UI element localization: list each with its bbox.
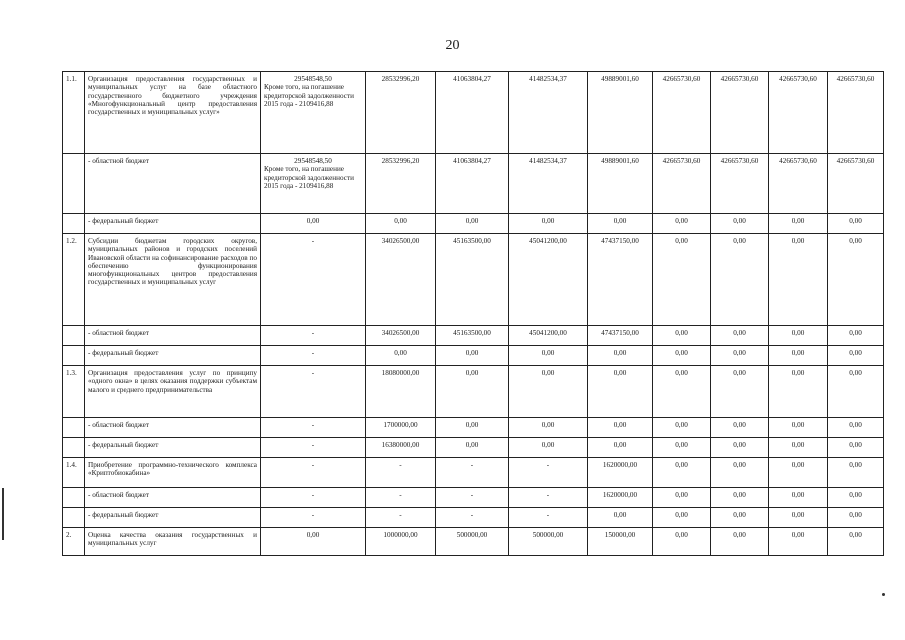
- value-cell: 0,00: [588, 438, 653, 458]
- year-1-cell: [261, 488, 366, 508]
- value-cell: 42665730,60: [653, 72, 711, 154]
- row-name: - областной бюджет: [85, 154, 261, 214]
- value-cell: 0,00: [711, 508, 769, 528]
- table-row: [63, 528, 884, 556]
- table-row: [63, 154, 884, 214]
- value-cell: 0,00: [436, 366, 509, 418]
- value-cell: -: [509, 458, 588, 488]
- value-cell: 0,00: [509, 214, 588, 234]
- value-cell: 500000,00: [509, 528, 588, 556]
- value-cell: 0,00: [828, 366, 884, 418]
- scan-margin-mark: [2, 488, 4, 540]
- row-name: Приобретение программно-технического комплекса «Криптобиокабина»: [85, 458, 261, 488]
- year-1-value: -: [311, 369, 315, 377]
- value-cell: 0,00: [828, 234, 884, 326]
- row-number: 1.3.: [63, 366, 85, 418]
- row-number: [63, 508, 85, 528]
- value-cell: 0,00: [711, 438, 769, 458]
- value-cell: 0,00: [769, 346, 828, 366]
- page-number: 20: [445, 38, 460, 53]
- year-1-cell: [261, 438, 366, 458]
- row-name: - областной бюджет: [85, 418, 261, 438]
- value-cell: 1700000,00: [366, 418, 436, 438]
- value-cell: 0,00: [436, 346, 509, 366]
- row-name: - областной бюджет: [85, 488, 261, 508]
- value-cell: 42665730,60: [769, 154, 828, 214]
- value-cell: 0,00: [436, 214, 509, 234]
- value-cell: -: [366, 488, 436, 508]
- value-cell: 0,00: [509, 346, 588, 366]
- value-cell: 0,00: [769, 418, 828, 438]
- value-cell: 0,00: [769, 528, 828, 556]
- year-1-cell: [261, 154, 366, 214]
- year-1-value: -: [311, 491, 315, 499]
- value-cell: 0,00: [653, 346, 711, 366]
- value-cell: 42665730,60: [828, 154, 884, 214]
- value-cell: 0,00: [828, 458, 884, 488]
- year-1-value: 29548548,50: [294, 157, 332, 165]
- row-number: 2.: [63, 528, 85, 556]
- value-cell: 0,00: [653, 488, 711, 508]
- table-row: [63, 458, 884, 488]
- row-name: - федеральный бюджет: [85, 438, 261, 458]
- value-cell: -: [509, 488, 588, 508]
- value-cell: 0,00: [711, 214, 769, 234]
- value-cell: 0,00: [769, 234, 828, 326]
- value-cell: 47437150,00: [588, 326, 653, 346]
- value-cell: 150000,00: [588, 528, 653, 556]
- value-cell: 0,00: [769, 366, 828, 418]
- value-cell: 0,00: [711, 488, 769, 508]
- year-1-value: -: [311, 349, 315, 357]
- value-cell: 45041200,00: [509, 234, 588, 326]
- value-cell: 1000000,00: [366, 528, 436, 556]
- value-cell: 42665730,60: [653, 154, 711, 214]
- value-cell: 0,00: [509, 438, 588, 458]
- value-cell: 42665730,60: [711, 72, 769, 154]
- value-cell: -: [436, 488, 509, 508]
- value-cell: 0,00: [588, 366, 653, 418]
- value-cell: 0,00: [588, 214, 653, 234]
- value-cell: 28532996,20: [366, 154, 436, 214]
- value-cell: 34026500,00: [366, 326, 436, 346]
- value-cell: -: [366, 458, 436, 488]
- year-1-value: -: [311, 329, 315, 337]
- value-cell: 0,00: [653, 418, 711, 438]
- value-cell: 0,00: [769, 508, 828, 528]
- value-cell: 0,00: [769, 458, 828, 488]
- value-cell: 0,00: [828, 528, 884, 556]
- year-1-note: Кроме того, на погашение кредиторской задолженности 2015 года - 2109416,88: [264, 83, 354, 108]
- row-name: - федеральный бюджет: [85, 508, 261, 528]
- year-1-value: -: [311, 421, 315, 429]
- value-cell: 0,00: [653, 214, 711, 234]
- row-name: Оценка качества оказания государственных и муниципальных услуг: [85, 528, 261, 556]
- value-cell: 0,00: [828, 346, 884, 366]
- row-number: [63, 438, 85, 458]
- year-1-value: 0,00: [306, 217, 320, 225]
- value-cell: 41063804,27: [436, 154, 509, 214]
- year-1-cell: [261, 234, 366, 326]
- value-cell: 1620000,00: [588, 458, 653, 488]
- value-cell: 0,00: [588, 346, 653, 366]
- table-row: [63, 488, 884, 508]
- row-name: Субсидии бюджетам городских округов, муниципальных районов и городских поселений Ивановской области на софинансирование расходов по обеспечению функционирования многофункциональных центров предоставления государственных и муниципальных услуг: [85, 234, 261, 326]
- value-cell: 49889001,60: [588, 154, 653, 214]
- row-name: Организация предоставления государственных и муниципальных услуг на базе областного государственного бюджетного учреждения «Многофункциональный центр предоставления государственных и муниципальных услуг»: [85, 72, 261, 154]
- year-1-cell: [261, 72, 366, 154]
- row-name: Организация предоставления услуг по принципу «одного окна» в целях оказания поддержки субъектам малого и среднего предпринимательства: [85, 366, 261, 418]
- value-cell: 0,00: [828, 508, 884, 528]
- year-1-cell: [261, 528, 366, 556]
- table-row: [63, 438, 884, 458]
- value-cell: 0,00: [653, 326, 711, 346]
- value-cell: 0,00: [711, 458, 769, 488]
- year-1-value: -: [311, 441, 315, 449]
- value-cell: 0,00: [828, 326, 884, 346]
- value-cell: -: [436, 508, 509, 528]
- row-number: 1.1.: [63, 72, 85, 154]
- value-cell: 0,00: [711, 346, 769, 366]
- row-number: [63, 214, 85, 234]
- year-1-cell: [261, 508, 366, 528]
- value-cell: 0,00: [653, 234, 711, 326]
- value-cell: -: [366, 508, 436, 528]
- value-cell: 0,00: [769, 438, 828, 458]
- row-number: 1.2.: [63, 234, 85, 326]
- value-cell: 0,00: [828, 438, 884, 458]
- value-cell: 0,00: [366, 346, 436, 366]
- value-cell: 0,00: [436, 418, 509, 438]
- value-cell: 0,00: [711, 528, 769, 556]
- value-cell: 41063804,27: [436, 72, 509, 154]
- value-cell: 0,00: [769, 326, 828, 346]
- value-cell: 45041200,00: [509, 326, 588, 346]
- row-number: [63, 488, 85, 508]
- year-1-cell: [261, 346, 366, 366]
- value-cell: 0,00: [828, 418, 884, 438]
- value-cell: -: [509, 508, 588, 528]
- value-cell: 18080000,00: [366, 366, 436, 418]
- year-1-value: 0,00: [306, 531, 320, 539]
- year-1-cell: [261, 366, 366, 418]
- value-cell: 28532996,20: [366, 72, 436, 154]
- value-cell: -: [436, 458, 509, 488]
- value-cell: 0,00: [653, 528, 711, 556]
- value-cell: 49889001,60: [588, 72, 653, 154]
- value-cell: 0,00: [653, 508, 711, 528]
- year-1-value: -: [311, 461, 315, 469]
- value-cell: 0,00: [769, 488, 828, 508]
- value-cell: 41482534,37: [509, 154, 588, 214]
- value-cell: 0,00: [588, 418, 653, 438]
- value-cell: 0,00: [653, 366, 711, 418]
- value-cell: 1620000,00: [588, 488, 653, 508]
- value-cell: 45163500,00: [436, 326, 509, 346]
- value-cell: 0,00: [828, 214, 884, 234]
- year-1-cell: [261, 458, 366, 488]
- value-cell: 0,00: [366, 214, 436, 234]
- value-cell: 0,00: [711, 326, 769, 346]
- value-cell: 0,00: [509, 366, 588, 418]
- year-1-value: 29548548,50: [294, 75, 332, 83]
- row-name: - федеральный бюджет: [85, 214, 261, 234]
- value-cell: 0,00: [653, 458, 711, 488]
- year-1-value: -: [311, 511, 315, 519]
- table-row: [63, 326, 884, 346]
- row-number: [63, 346, 85, 366]
- row-number: 1.4.: [63, 458, 85, 488]
- table-row: [63, 346, 884, 366]
- year-1-value: -: [311, 237, 315, 245]
- value-cell: 34026500,00: [366, 234, 436, 326]
- value-cell: 0,00: [828, 488, 884, 508]
- table-row: [63, 234, 884, 326]
- value-cell: 42665730,60: [711, 154, 769, 214]
- value-cell: 45163500,00: [436, 234, 509, 326]
- row-number: [63, 154, 85, 214]
- value-cell: 42665730,60: [828, 72, 884, 154]
- row-number: [63, 326, 85, 346]
- value-cell: 47437150,00: [588, 234, 653, 326]
- row-name: - федеральный бюджет: [85, 346, 261, 366]
- value-cell: 0,00: [711, 418, 769, 438]
- table-row: [63, 72, 884, 154]
- year-1-cell: [261, 326, 366, 346]
- value-cell: 0,00: [653, 438, 711, 458]
- value-cell: 16380000,00: [366, 438, 436, 458]
- table-row: [63, 214, 884, 234]
- year-1-note: Кроме того, на погашение кредиторской задолженности 2015 года - 2109416,88: [264, 165, 354, 190]
- year-1-cell: [261, 214, 366, 234]
- value-cell: 42665730,60: [769, 72, 828, 154]
- value-cell: 500000,00: [436, 528, 509, 556]
- value-cell: 0,00: [769, 214, 828, 234]
- value-cell: 41482534,37: [509, 72, 588, 154]
- row-name: - областной бюджет: [85, 326, 261, 346]
- value-cell: 0,00: [509, 418, 588, 438]
- value-cell: 0,00: [711, 234, 769, 326]
- budget-table: [62, 71, 884, 556]
- value-cell: 0,00: [711, 366, 769, 418]
- value-cell: 0,00: [436, 438, 509, 458]
- scan-speck: [882, 593, 885, 596]
- table-row: [63, 508, 884, 528]
- row-number: [63, 418, 85, 438]
- year-1-cell: [261, 418, 366, 438]
- table-row: [63, 418, 884, 438]
- table-row: [63, 366, 884, 418]
- value-cell: 0,00: [588, 508, 653, 528]
